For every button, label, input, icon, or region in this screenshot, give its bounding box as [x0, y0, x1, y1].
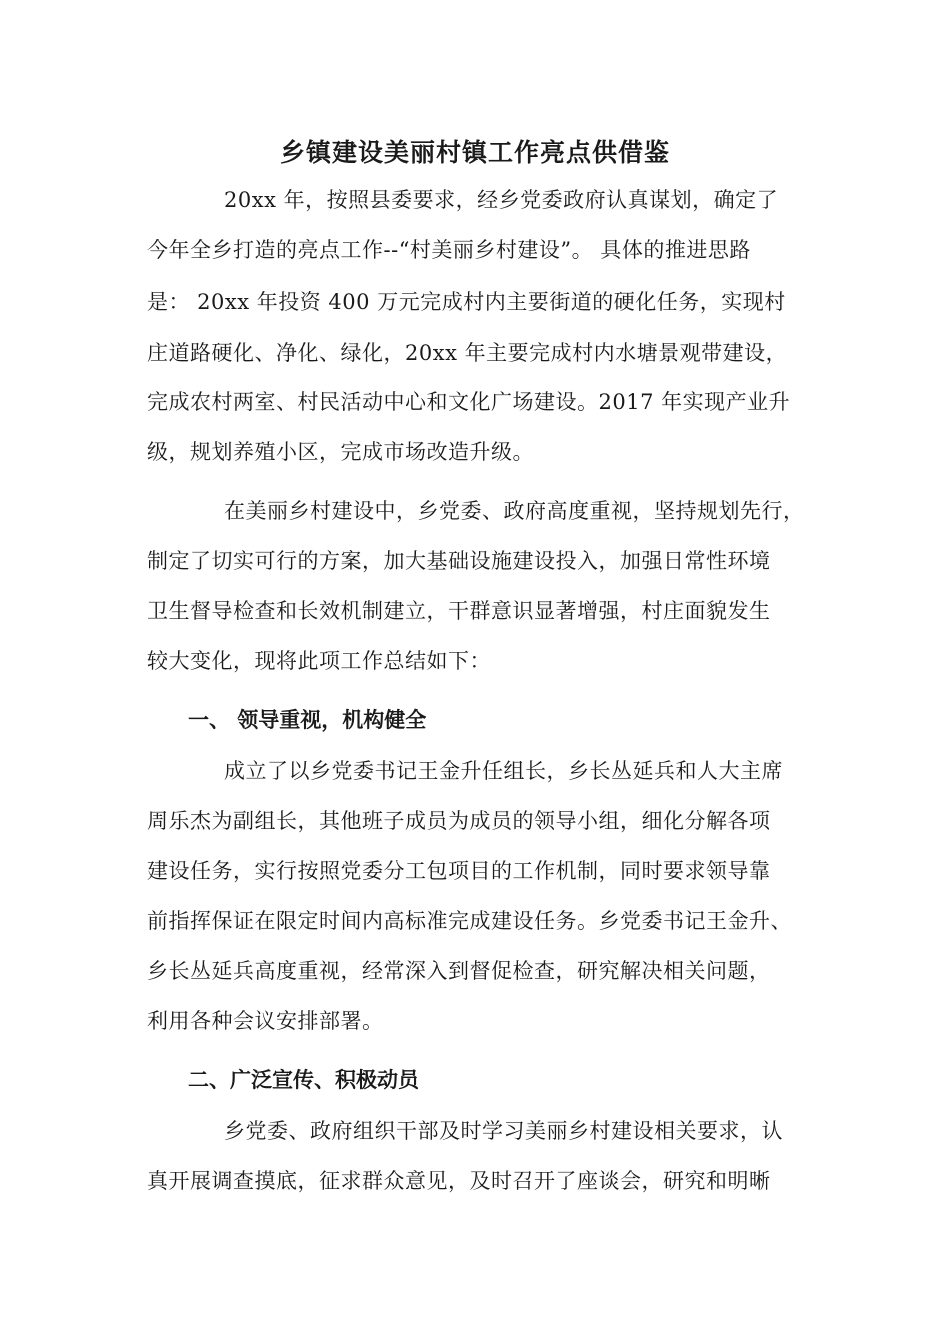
paragraph-line: 庄道路硬化、净化、绿化，20xx 年主要完成村内水塘景观带建设， — [147, 341, 788, 365]
paragraph-line: 真开展调查摸底，征求群众意见，及时召开了座谈会，研究和明晰 — [147, 1169, 771, 1193]
paragraph-line: 前指挥保证在限定时间内高标准完成建设任务。乡党委书记王金升、 — [147, 909, 792, 933]
paragraph-line: 在美丽乡村建设中，乡党委、政府高度重视，坚持规划先行， — [224, 499, 805, 523]
paragraph-line: 级，规划养殖小区，完成市场改造升级。 — [147, 440, 534, 464]
paragraph-line: 成立了以乡党委书记王金升任组长，乡长丛延兵和人大主席 — [224, 759, 783, 783]
document-title: 乡镇建设美丽村镇工作亮点供借鉴 — [279, 138, 670, 167]
paragraph-line: 20xx 年，按照县委要求，经乡党委政府认真谋划，确定了 — [224, 188, 779, 212]
paragraph-line: 周乐杰为副组长，其他班子成员为成员的领导小组，细化分解各项 — [147, 809, 771, 833]
paragraph-line: 较大变化，现将此项工作总结如下： — [147, 649, 491, 673]
paragraph-line: 利用各种会议安排部署。 — [147, 1009, 384, 1033]
section-heading: 二、广泛宣传、积极动员 — [188, 1067, 419, 1092]
paragraph-line: 乡长丛延兵高度重视，经常深入到督促检查，研究解决相关问题， — [147, 959, 771, 983]
paragraph-line: 制定了切实可行的方案，加大基础设施建设投入，加强日常性环境 — [147, 549, 771, 573]
section-heading: 一、 领导重视，机构健全 — [188, 707, 427, 732]
paragraph-line: 乡党委、政府组织干部及时学习美丽乡村建设相关要求，认 — [224, 1119, 783, 1143]
paragraph-line: 今年全乡打造的亮点工作--“村美丽乡村建设”。 具体的推进思路 — [147, 238, 751, 262]
paragraph-line: 建设任务，实行按照党委分工包项目的工作机制，同时要求领导靠 — [147, 859, 771, 883]
paragraph-line: 是： 20xx 年投资 400 万元完成村内主要街道的硬化任务，实现村 — [147, 290, 786, 314]
paragraph-line: 卫生督导检查和长效机制建立，干群意识显著增强，村庄面貌发生 — [147, 599, 771, 623]
paragraph-line: 完成农村两室、村民活动中心和文化广场建设。2017 年实现产业升 — [147, 390, 791, 414]
